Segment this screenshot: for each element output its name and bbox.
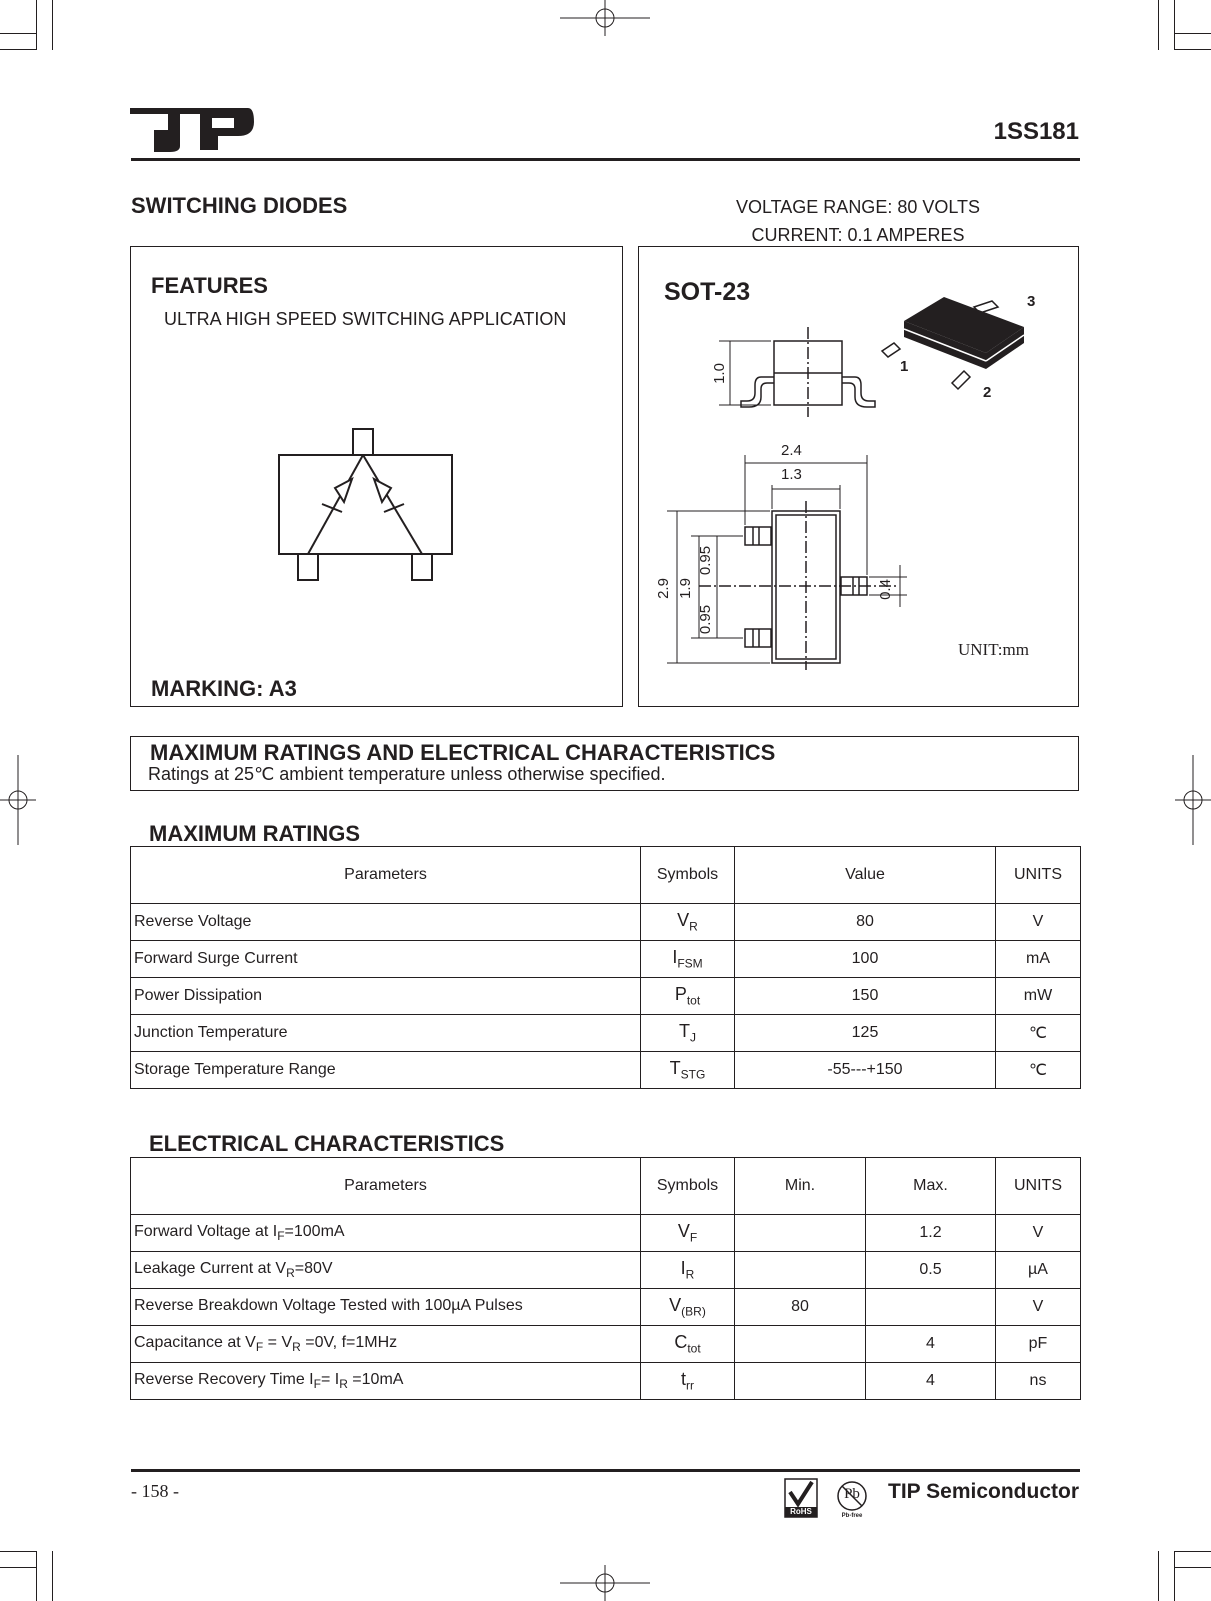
unit-cell: ℃ — [996, 1015, 1081, 1052]
package-panel — [638, 246, 1079, 707]
marking-label: MARKING: A3 — [151, 676, 297, 701]
unit-cell: V — [996, 904, 1081, 941]
dim-height: 1.0 — [710, 363, 728, 384]
symbol-cell: $T_{STG}$ — [641, 1052, 735, 1089]
registration-mark-top — [560, 0, 650, 36]
package-side-view — [719, 327, 879, 417]
col-units: UNITS — [996, 847, 1081, 904]
param-cell: Forward Surge Current — [131, 941, 641, 978]
max-cell — [866, 1289, 996, 1326]
header-rule — [131, 158, 1080, 161]
table-row — [131, 1215, 1081, 1252]
col-symbols: Symbols — [641, 847, 735, 904]
max-ratings-title: MAXIMUM RATINGS — [149, 821, 361, 846]
table-row — [131, 1326, 1081, 1363]
dim-width-body: 1.3 — [781, 466, 802, 483]
param-cell: Power Dissipation — [131, 978, 641, 1015]
value-cell: 80 — [735, 904, 996, 941]
diode-schematic — [278, 428, 455, 588]
rohs-label: RoHS — [790, 1507, 812, 1516]
dim-pitch-upper: 0.95 — [697, 545, 715, 576]
registration-mark-right — [1175, 755, 1211, 845]
unit-label: UNIT:mm — [958, 640, 1029, 659]
param-cell: Storage Temperature Range — [131, 1052, 641, 1089]
value-cell: 150 — [735, 978, 996, 1015]
table-row — [131, 904, 1081, 941]
col-units: UNITS — [996, 1158, 1081, 1215]
col-parameters: Parameters — [131, 847, 641, 904]
value-cell: 125 — [735, 1015, 996, 1052]
dim-lead-width: 0.4 — [876, 579, 894, 600]
ratings-header-box — [130, 736, 1079, 791]
min-cell — [735, 1252, 866, 1289]
package-name: SOT-23 — [664, 278, 751, 306]
pin-2-label: 2 — [983, 384, 992, 401]
col-parameters: Parameters — [131, 1158, 641, 1215]
product-category: SWITCHING DIODES — [131, 193, 348, 218]
symbol-cell: $P_{tot}$ — [641, 978, 735, 1015]
param-cell: Capacitance at $V_F = V_R =0V$, f=1MHz — [131, 1326, 641, 1363]
param-cell: Reverse Recovery Time $I_F= I_R =10mA$ — [131, 1363, 641, 1400]
symbol-cell: $I_{FSM}$ — [641, 941, 735, 978]
part-number: 1SS181 — [993, 118, 1079, 145]
unit-cell: mA — [996, 941, 1081, 978]
max-ratings-table — [130, 846, 1081, 1089]
param-cell: Forward Voltage at $I_F=100mA$ — [131, 1215, 641, 1252]
max-ratings-header-row — [131, 847, 1081, 904]
max-cell: 4 — [866, 1363, 996, 1400]
min-cell: 80 — [735, 1289, 866, 1326]
unit-cell: V — [996, 1215, 1081, 1252]
unit-cell: mW — [996, 978, 1081, 1015]
param-cell: Reverse Voltage — [131, 904, 641, 941]
max-cell: 0.5 — [866, 1252, 996, 1289]
unit-cell: ns — [996, 1363, 1081, 1400]
col-max: Max. — [866, 1158, 996, 1215]
current-rating: CURRENT: 0.1 AMPERES — [751, 225, 965, 245]
pin-3-label: 3 — [1027, 293, 1036, 310]
footer-rule — [131, 1469, 1080, 1472]
dim-width-overall: 2.4 — [781, 442, 802, 459]
dim-pitch-total: 1.9 — [676, 578, 694, 599]
max-cell: 1.2 — [866, 1215, 996, 1252]
registration-mark-left — [0, 755, 36, 845]
table-row — [131, 1252, 1081, 1289]
electrical-header-row — [131, 1158, 1081, 1215]
electrical-table — [130, 1157, 1081, 1400]
col-value: Value — [735, 847, 996, 904]
symbol-cell: $V_{(BR)}$ — [641, 1289, 735, 1326]
pb-label: Pb — [844, 1486, 860, 1502]
symbol-cell: $I_R$ — [641, 1252, 735, 1289]
min-cell — [735, 1215, 866, 1252]
symbol-cell: $V_F$ — [641, 1215, 735, 1252]
symbol-cell: $T_J$ — [641, 1015, 735, 1052]
symbol-cell: $C_{tot}$ — [641, 1326, 735, 1363]
package-3d-icon — [874, 285, 1044, 405]
table-row — [131, 1363, 1081, 1400]
dim-pitch-lower: 0.95 — [697, 604, 715, 635]
pin-1-label: 1 — [900, 358, 909, 375]
table-row — [131, 1015, 1081, 1052]
registration-mark-bottom — [560, 1565, 650, 1601]
features-title: FEATURES — [151, 273, 268, 298]
voltage-range: VOLTAGE RANGE: 80 VOLTS — [735, 197, 981, 217]
value-cell: 100 — [735, 941, 996, 978]
unit-cell: ℃ — [996, 1052, 1081, 1089]
symbol-cell: $V_R$ — [641, 904, 735, 941]
param-cell: Leakage Current at $V_R=80V$ — [131, 1252, 641, 1289]
ratings-title: MAXIMUM RATINGS AND ELECTRICAL CHARACTERISTICS — [150, 740, 776, 765]
table-row — [131, 941, 1081, 978]
unit-cell: pF — [996, 1326, 1081, 1363]
table-row — [131, 978, 1081, 1015]
col-symbols: Symbols — [641, 1158, 735, 1215]
min-cell — [735, 1326, 866, 1363]
unit-cell: V — [996, 1289, 1081, 1326]
col-min: Min. — [735, 1158, 866, 1215]
table-row — [131, 1052, 1081, 1089]
min-cell — [735, 1363, 866, 1400]
value-cell: -55---+150 — [735, 1052, 996, 1089]
ratings-note: Ratings at 25℃ ambient temperature unless otherwise specified. — [148, 764, 666, 784]
pb-free-label: Pb-free — [841, 1513, 863, 1519]
dim-length-overall: 2.9 — [654, 578, 672, 599]
param-cell: Reverse Breakdown Voltage Tested with 100µA Pulses — [131, 1289, 641, 1326]
company-name: TIP Semiconductor — [888, 1480, 1079, 1503]
max-cell: 4 — [866, 1326, 996, 1363]
unit-cell: µA — [996, 1252, 1081, 1289]
symbol-cell: $t_{rr}$ — [641, 1363, 735, 1400]
feature-item: ULTRA HIGH SPEED SWITCHING APPLICATION — [164, 309, 567, 329]
company-logo — [130, 108, 255, 154]
param-cell: Junction Temperature — [131, 1015, 641, 1052]
table-row — [131, 1289, 1081, 1326]
electrical-title: ELECTRICAL CHARACTERISTICS — [149, 1131, 505, 1156]
features-panel — [130, 246, 623, 707]
page-number: - 158 - — [131, 1481, 179, 1501]
